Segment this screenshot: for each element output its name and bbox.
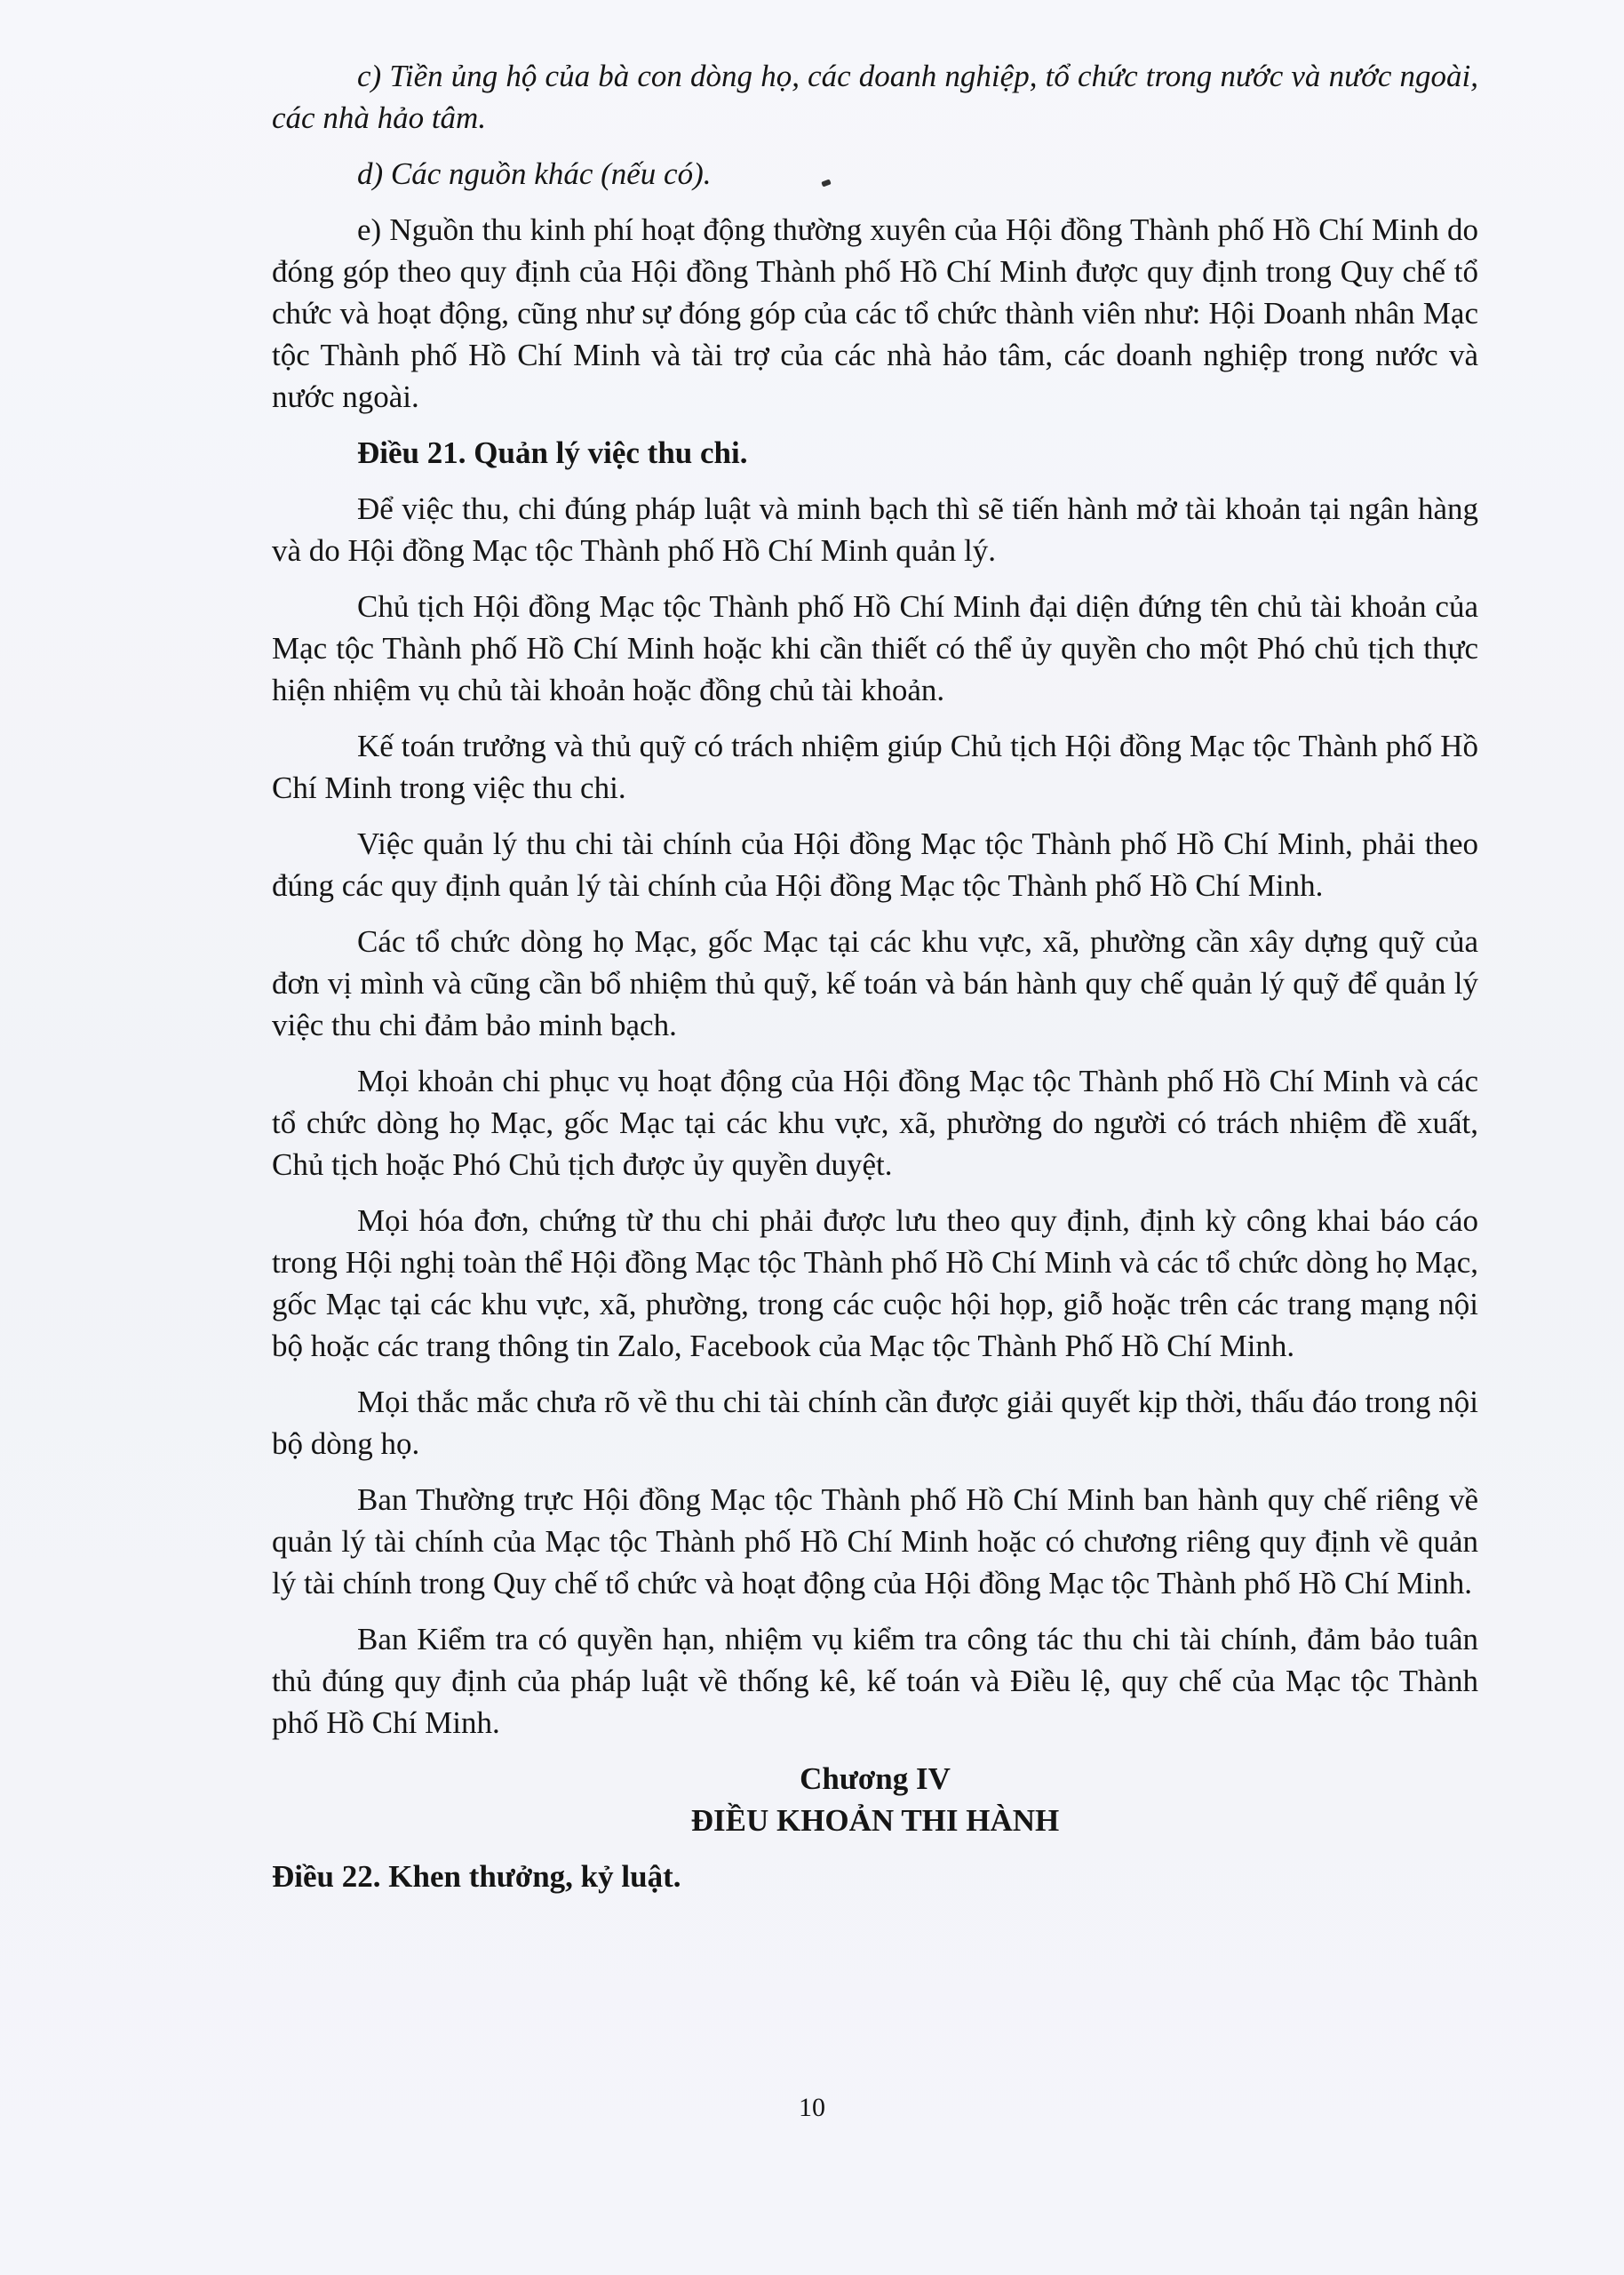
- paragraph-9: Ban Thường trực Hội đồng Mạc tộc Thành phố Hồ Chí Minh ban hành quy chế riêng về quản lý tài chính của Mạc tộc Thành phố Hồ Chí Minh hoặc có chương riêng quy định về quản lý tài chính trong Quy chế tổ chức và hoạt động của Hội đồng Mạc tộc Thành phố Hồ Chí Minh.: [272, 1482, 1478, 1600]
- paragraph-6: Mọi khoản chi phục vụ hoạt động của Hội đồng Mạc tộc Thành phố Hồ Chí Minh và các tổ chức dòng họ Mạc, gốc Mạc tại các khu vực, xã, phường do người có trách nhiệm đề xuất, Chủ tịch hoặc Phó Chủ tịch được ủy quyền duyệt.: [272, 1064, 1478, 1182]
- paragraph-4: Việc quản lý thu chi tài chính của Hội đồng Mạc tộc Thành phố Hồ Chí Minh, phải theo đúng các quy định quản lý tài chính của Hội đồng Mạc tộc Thành phố Hồ Chí Minh.: [272, 826, 1478, 903]
- paragraph-c: c) Tiền ủng hộ của bà con dòng họ, các doanh nghiệp, tổ chức trong nước và nước ngoài, các nhà hảo tâm.: [272, 59, 1478, 135]
- paragraph-3: Kế toán trưởng và thủ quỹ có trách nhiệm giúp Chủ tịch Hội đồng Mạc tộc Thành phố Hồ Chí Minh trong việc thu chi.: [272, 729, 1478, 805]
- paragraph-d: d) Các nguồn khác (nếu có).: [357, 156, 712, 191]
- article-22-heading: Điều 22. Khen thưởng, kỷ luật.: [272, 1859, 681, 1894]
- paragraph-5: Các tổ chức dòng họ Mạc, gốc Mạc tại các khu vực, xã, phường cần xây dựng quỹ của đơn vị mình và cũng cần bổ nhiệm thủ quỹ, kế toán và bán hành quy chế quản lý quỹ để quản lý việc thu chi đảm bảo minh bạch.: [272, 924, 1478, 1042]
- page-number: 10: [799, 2093, 825, 2122]
- paragraph-e: e) Nguồn thu kinh phí hoạt động thường xuyên của Hội đồng Thành phố Hồ Chí Minh do đóng góp theo quy định của Hội đồng Thành phố Hồ Chí Minh được quy định trong Quy chế tổ chức và hoạt động, cũng như sự đóng góp của các tổ chức thành viên như: Hội Doanh nhân Mạc tộc Thành phố Hồ Chí Minh và tài trợ của các nhà hảo tâm, các doanh nghiệp trong nước và nước ngoài.: [272, 212, 1478, 414]
- paragraph-1: Để việc thu, chi đúng pháp luật và minh bạch thì sẽ tiến hành mở tài khoản tại ngân hàng và do Hội đồng Mạc tộc Thành phố Hồ Chí Minh quản lý.: [272, 491, 1478, 568]
- chapter-number: Chương IV: [800, 1761, 951, 1796]
- chapter-title: ĐIỀU KHOẢN THI HÀNH: [690, 1803, 1060, 1838]
- page-body: [272, 55, 1478, 1897]
- paragraph-7: Mọi hóa đơn, chứng từ thu chi phải được lưu theo quy định, định kỳ công khai báo cáo trong Hội nghị toàn thể Hội đồng Mạc tộc Thành phố Hồ Chí Minh và các tổ chức dòng họ Mạc, gốc Mạc tại các khu vực, xã, phường, trong các cuộc hội họp, giỗ hoặc trên các trang mạng nội bộ hoặc các trang thông tin Zalo, Facebook của Mạc tộc Thành Phố Hồ Chí Minh.: [272, 1203, 1478, 1363]
- article-21-heading: Điều 21. Quản lý việc thu chi.: [357, 435, 748, 470]
- paragraph-2: Chủ tịch Hội đồng Mạc tộc Thành phố Hồ Chí Minh đại diện đứng tên chủ tài khoản của Mạc tộc Thành phố Hồ Chí Minh hoặc khi cần thiết có thể ủy quyền cho một Phó chủ tịch thực hiện nhiệm vụ chủ tài khoản hoặc đồng chủ tài khoản.: [272, 589, 1478, 707]
- paragraph-8: Mọi thắc mắc chưa rõ về thu chi tài chính cần được giải quyết kịp thời, thấu đáo trong nội bộ dòng họ.: [272, 1385, 1478, 1461]
- paragraph-10: Ban Kiểm tra có quyền hạn, nhiệm vụ kiểm tra công tác thu chi tài chính, đảm bảo tuân thủ đúng quy định của pháp luật về thống kê, kế toán và Điều lệ, quy chế của Mạc tộc Thành phố Hồ Chí Minh.: [272, 1622, 1478, 1740]
